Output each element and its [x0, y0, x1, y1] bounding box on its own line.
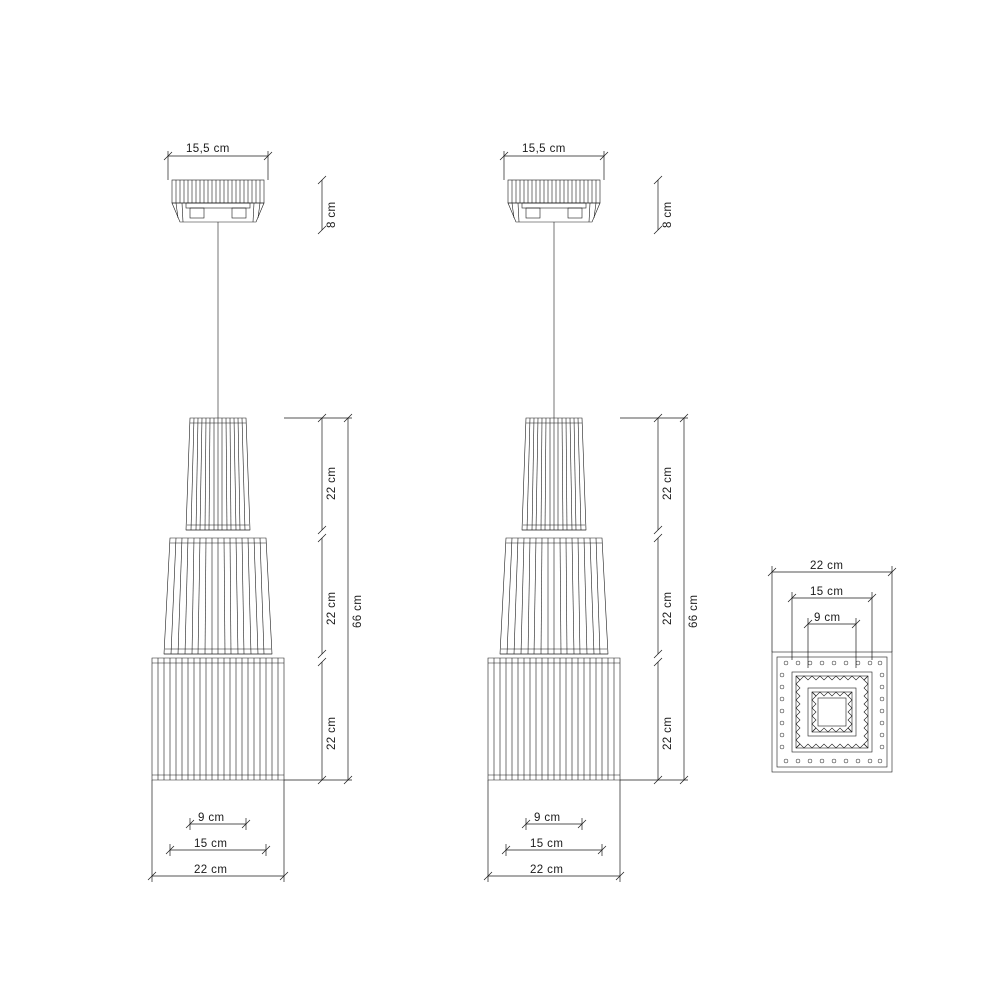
- plan-middle-square: [792, 672, 872, 752]
- label-bottom15-right: 15 cm: [530, 838, 564, 850]
- dim-tiers-right: [620, 414, 688, 784]
- view-front-left: [148, 151, 352, 882]
- canopy-right: [508, 180, 600, 222]
- label-total-right: 66 cm: [688, 594, 700, 628]
- label-bottom15-left: 15 cm: [194, 838, 228, 850]
- dim-tiers-left: [284, 414, 352, 784]
- label-tier2-left: 22 cm: [326, 591, 338, 625]
- label-tier2-right: 22 cm: [662, 591, 674, 625]
- label-total-left: 66 cm: [352, 594, 364, 628]
- label-bottom22-right: 22 cm: [530, 864, 564, 876]
- label-plan9: 9 cm: [814, 612, 841, 624]
- label-bottom22-left: 22 cm: [194, 864, 228, 876]
- label-canopy-height-right: 8 cm: [662, 201, 674, 228]
- tier-bottom-right: [488, 654, 620, 780]
- view-front-right: [484, 151, 688, 882]
- tier-bottom-left: [152, 654, 284, 780]
- dim-canopy-height-left: [318, 176, 326, 234]
- dim-canopy-height-right: [654, 176, 662, 234]
- label-plan15: 15 cm: [810, 586, 844, 598]
- label-bottom9-right: 9 cm: [534, 812, 561, 824]
- label-tier1-left: 22 cm: [326, 466, 338, 500]
- label-tier1-right: 22 cm: [662, 466, 674, 500]
- label-tier3-left: 22 cm: [326, 716, 338, 750]
- label-tier3-right: 22 cm: [662, 716, 674, 750]
- label-canopy-width-left: 15,5 cm: [186, 143, 230, 155]
- label-plan22: 22 cm: [810, 560, 844, 572]
- label-canopy-height-left: 8 cm: [326, 201, 338, 228]
- plan-outer-square: [772, 652, 892, 772]
- tier-top-left: [186, 418, 250, 530]
- tier-top-right: [522, 418, 586, 530]
- tier-middle-left: [164, 530, 272, 654]
- label-bottom9-left: 9 cm: [198, 812, 225, 824]
- plan-inner-square: [808, 688, 856, 736]
- canopy-left: [172, 180, 264, 222]
- tier-middle-right: [500, 530, 608, 654]
- label-canopy-width-right: 15,5 cm: [522, 143, 566, 155]
